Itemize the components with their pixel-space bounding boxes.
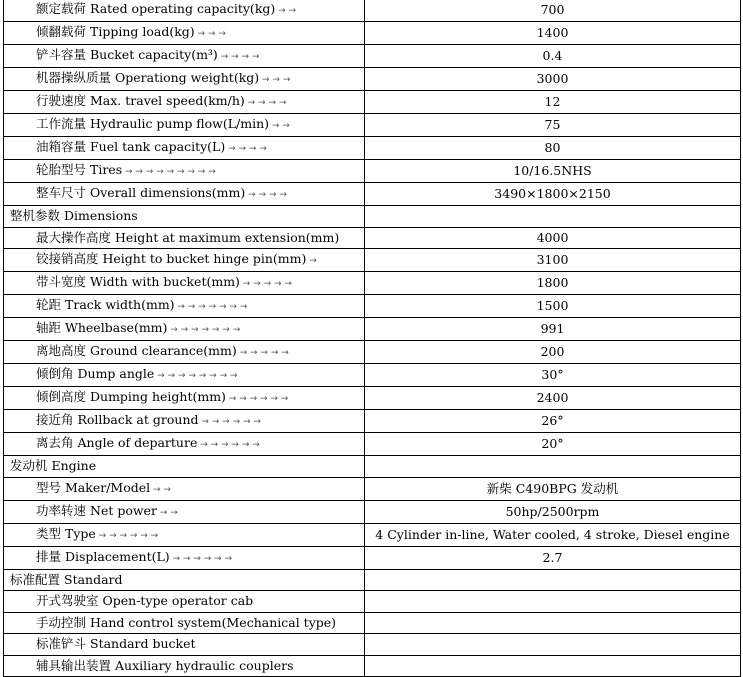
table-row <box>4 500 741 523</box>
label-chinese: 类型 <box>36 525 62 541</box>
label-english: Dimensions <box>64 208 138 224</box>
spec-table-body <box>4 0 741 677</box>
row-value: 80 <box>365 137 741 160</box>
label-chinese: 铲斗容量 <box>36 47 87 62</box>
table-row <box>4 655 741 677</box>
tab-markers: → → → → → → → → → <box>122 167 216 177</box>
spec-table <box>3 0 741 677</box>
label-chinese: 倾翻载荷 <box>36 24 87 39</box>
table-row <box>4 160 741 183</box>
label-english: Standard bucket <box>90 636 196 652</box>
label-chinese: 轮距 <box>36 297 62 312</box>
row-label <box>4 91 365 114</box>
row-label <box>4 612 365 634</box>
tab-markers: → → → → <box>245 190 287 200</box>
row-label <box>4 387 365 410</box>
table-row <box>4 68 741 91</box>
label-english: Rollback at ground <box>77 412 199 427</box>
row-value: 2400 <box>365 387 741 410</box>
label-chinese: 带斗宽度 <box>36 274 87 289</box>
section-row <box>4 569 741 591</box>
tab-markers: → → → → <box>244 98 287 108</box>
table-row <box>4 612 741 634</box>
tab-markers: → → <box>275 6 297 16</box>
row-label <box>4 341 365 364</box>
label-english: Dump angle <box>77 366 155 381</box>
row-value: 4000 <box>365 227 741 249</box>
label-chinese: 整机参数 <box>10 208 61 224</box>
label-english: Width with bucket(mm) <box>90 274 240 289</box>
label-chinese: 轴距 <box>36 320 62 335</box>
label-chinese: 功率转速 <box>36 502 87 518</box>
row-label <box>4 295 365 318</box>
label-chinese: 发动机 <box>10 458 48 474</box>
table-row <box>4 91 741 114</box>
label-chinese: 铰接销高度 <box>36 251 99 266</box>
label-chinese: 轮胎型号 <box>36 162 87 177</box>
row-value: 75 <box>365 114 741 137</box>
tab-markers: → → → → → → <box>95 530 159 541</box>
label-english: Height to bucket hinge pin(mm) <box>102 251 307 266</box>
label-chinese: 标准铲斗 <box>36 636 87 652</box>
row-label <box>4 22 365 45</box>
label-english: Tipping load(kg) <box>90 24 195 39</box>
row-label <box>4 272 365 295</box>
table-row <box>4 546 741 569</box>
row-value <box>365 634 741 656</box>
label-english: Ground clearance(mm) <box>90 343 237 358</box>
row-label <box>4 206 365 228</box>
label-english: Wheelbase(mm) <box>65 320 168 335</box>
table-row <box>4 0 741 22</box>
label-chinese: 倾倒高度 <box>36 389 87 404</box>
row-value <box>365 569 741 591</box>
row-label <box>4 249 365 272</box>
row-value <box>365 612 741 634</box>
tab-markers: → → → → → → → <box>174 302 248 312</box>
row-value <box>365 206 741 228</box>
row-label <box>4 0 365 22</box>
row-label <box>4 433 365 456</box>
label-chinese: 手动控制 <box>36 614 87 630</box>
tab-markers: → → <box>269 121 290 131</box>
row-label <box>4 634 365 656</box>
table-row <box>4 249 741 272</box>
tab-markers: → → <box>150 484 171 495</box>
label-chinese: 机器操纵质量 <box>36 70 112 85</box>
table-row <box>4 295 741 318</box>
row-label <box>4 569 365 591</box>
label-chinese: 型号 <box>36 479 62 495</box>
tab-markers: → → → <box>259 75 291 85</box>
table-row <box>4 433 741 456</box>
row-label <box>4 183 365 206</box>
tab-markers: → → → → <box>217 52 260 62</box>
label-chinese: 离去角 <box>36 435 74 450</box>
label-english: Open-type operator cab <box>102 593 254 609</box>
tab-markers: → → → → → → <box>197 440 260 450</box>
label-english: Rated operating capacity(kg) <box>90 1 276 16</box>
row-value <box>365 591 741 613</box>
row-label <box>4 137 365 160</box>
label-english: Track width(mm) <box>65 297 175 312</box>
row-value: 新柴 C490BPG 发动机 <box>365 477 741 500</box>
label-english: Overall dimensions(mm) <box>90 185 246 200</box>
row-value: 3000 <box>365 68 741 91</box>
table-row <box>4 477 741 500</box>
label-english: Bucket capacity(m³) <box>90 47 218 62</box>
label-english: Standard <box>64 571 123 587</box>
row-label <box>4 591 365 613</box>
label-english: Angle of departure <box>77 435 198 450</box>
row-value: 3490×1800×2150 <box>365 183 741 206</box>
row-label <box>4 318 365 341</box>
row-value: 10/16.5NHS <box>365 160 741 183</box>
row-value <box>365 655 741 677</box>
tab-markers: → → → → → <box>239 279 292 289</box>
label-english: Auxiliary hydraulic couplers <box>115 657 294 673</box>
section-row <box>4 456 741 478</box>
row-label <box>4 68 365 91</box>
row-value: 4 Cylinder in-line, Water cooled, 4 stroke, Diesel engine <box>365 523 741 546</box>
row-value: 2.7 <box>365 546 741 569</box>
label-chinese: 倾倒角 <box>36 366 74 381</box>
label-chinese: 整车尺寸 <box>36 185 87 200</box>
row-label <box>4 160 365 183</box>
table-row <box>4 227 741 249</box>
tab-markers: → → <box>156 507 178 518</box>
tab-markers: → → → → → → <box>198 417 261 427</box>
label-english: Dumping height(mm) <box>90 389 226 404</box>
row-value: 50hp/2500rpm <box>365 500 741 523</box>
row-value: 3100 <box>365 249 741 272</box>
row-label <box>4 500 365 523</box>
label-english: Maker/Model <box>65 479 151 495</box>
table-row <box>4 591 741 613</box>
tab-markers: → → → → → <box>236 348 289 358</box>
row-label <box>4 477 365 500</box>
tab-markers: → → → → <box>225 144 267 154</box>
label-chinese: 最大操作高度 <box>36 229 112 245</box>
label-english: Hydraulic pump flow(L/min) <box>90 116 270 131</box>
row-label <box>4 364 365 387</box>
row-label <box>4 546 365 569</box>
label-english: Displacement(L) <box>65 548 170 564</box>
label-chinese: 油箱容量 <box>36 139 87 154</box>
row-label <box>4 227 365 249</box>
label-english: Net power <box>90 502 157 518</box>
table-row <box>4 318 741 341</box>
label-chinese: 行驶速度 <box>36 93 87 108</box>
row-label <box>4 456 365 478</box>
label-chinese: 接近角 <box>36 412 74 427</box>
tab-markers: → <box>306 256 317 266</box>
label-english: Hand control system(Mechanical type) <box>90 614 337 630</box>
table-row <box>4 634 741 656</box>
row-value: 200 <box>365 341 741 364</box>
label-english: Engine <box>51 458 97 474</box>
label-english: Fuel tank capacity(L) <box>90 139 226 154</box>
label-english: Max. travel speed(km/h) <box>90 93 245 108</box>
row-value: 991 <box>365 318 741 341</box>
tab-markers: → → → → → → → → <box>154 371 238 381</box>
row-value: 1500 <box>365 295 741 318</box>
label-chinese: 离地高度 <box>36 343 87 358</box>
table-row <box>4 137 741 160</box>
row-value: 700 <box>365 0 741 22</box>
row-value: 26° <box>365 410 741 433</box>
label-chinese: 额定载荷 <box>36 1 87 16</box>
label-chinese: 辅具输出装置 <box>36 657 112 673</box>
row-label <box>4 410 365 433</box>
tab-markers: → → → <box>194 29 226 39</box>
table-row <box>4 341 741 364</box>
label-chinese: 开式驾驶室 <box>36 593 99 609</box>
table-row <box>4 410 741 433</box>
row-label <box>4 523 365 546</box>
table-row <box>4 22 741 45</box>
tab-markers: → → → → → → → <box>167 325 241 335</box>
row-label <box>4 45 365 68</box>
row-value: 1800 <box>365 272 741 295</box>
row-value: 12 <box>365 91 741 114</box>
row-value <box>365 456 741 478</box>
table-row <box>4 523 741 546</box>
tab-markers: → → → → → → <box>225 394 289 404</box>
row-value: 30° <box>365 364 741 387</box>
row-label <box>4 114 365 137</box>
label-english: Operationg weight(kg) <box>115 70 260 85</box>
table-row <box>4 387 741 410</box>
label-chinese: 排量 <box>36 548 62 564</box>
table-row <box>4 114 741 137</box>
row-value: 1400 <box>365 22 741 45</box>
row-label <box>4 655 365 677</box>
label-english: Height at maximum extension(mm) <box>115 229 340 245</box>
section-row <box>4 206 741 228</box>
label-chinese: 工作流量 <box>36 116 87 131</box>
label-english: Tires <box>90 162 123 177</box>
tab-markers: → → → → → → <box>169 553 233 564</box>
table-row <box>4 272 741 295</box>
label-english: Type <box>65 525 96 541</box>
row-value: 20° <box>365 433 741 456</box>
table-row <box>4 364 741 387</box>
label-chinese: 标准配置 <box>10 571 61 587</box>
table-row <box>4 183 741 206</box>
row-value: 0.4 <box>365 45 741 68</box>
table-row <box>4 45 741 68</box>
